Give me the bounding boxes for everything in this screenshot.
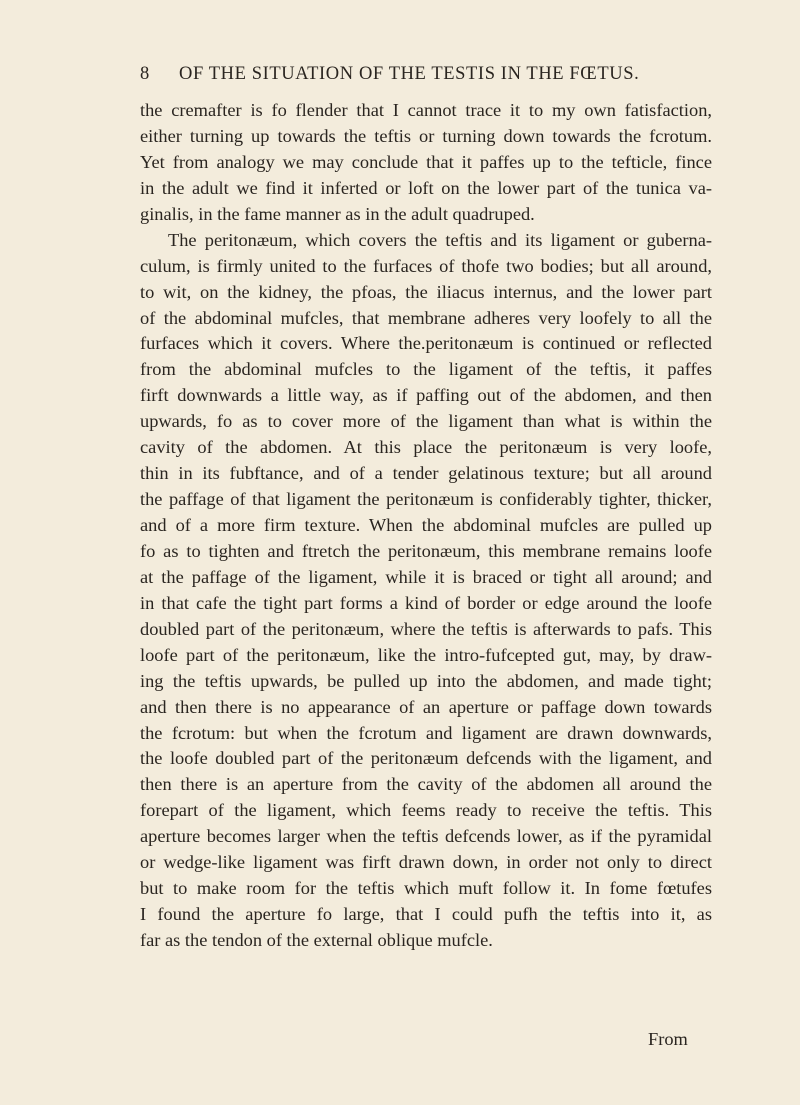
text-line: forepart of the ligament, which feems ready to receive the teftis. This (140, 800, 712, 821)
text-line: aperture becomes larger when the teftis defcends lower, as if the pyramidal (140, 826, 712, 847)
text-line: the fcrotum: but when the fcrotum and ligament are drawn downwards, (140, 722, 712, 743)
text-line: ginalis, in the fame manner as in the adult quadruped. (140, 203, 535, 224)
text-line: firft downwards a little way, as if paffing out of the abdomen, and then (140, 385, 712, 406)
text-line: of the abdominal mufcles, that membrane adheres very loofely to all the (140, 307, 712, 328)
text-line: culum, is firmly united to the furfaces of thofe two bodies; but all around, (140, 255, 712, 276)
running-title: OF THE SITUATION OF THE TESTIS IN THE FŒTUS. (179, 64, 640, 84)
text-line: either turning up towards the teftis or turning down towards the fcrotum. (140, 125, 712, 146)
text-line: at the paffage of the ligament, while it is braced or tight all around; and (140, 566, 712, 587)
text-line: I found the aperture fo large, that I could pufh the teftis into it, as (140, 904, 712, 925)
body-text (140, 98, 712, 954)
text-line: or wedge-like ligament was firft drawn down, in order not only to direct (140, 852, 712, 873)
text-line: then there is an aperture from the cavity of the abdomen all around the (140, 774, 712, 795)
text-line: thin in its fubftance, and of a tender gelatinous texture; but all around (140, 463, 712, 484)
text-line: loofe part of the peritonæum, like the intro-fufcepted gut, may, by draw- (140, 644, 712, 665)
text-line: The peritonæum, which covers the teftis and its ligament or guberna- (168, 229, 712, 250)
text-line: ing the teftis upwards, be pulled up into the abdomen, and made tight; (140, 670, 712, 691)
text-line: in that cafe the tight part forms a kind of border or edge around the loofe (140, 592, 712, 613)
text-line: furfaces which it covers. Where the.peritonæum is continued or reflected (140, 333, 712, 354)
text-line: from the abdominal mufcles to the ligament of the teftis, it paffes (140, 359, 712, 380)
running-head (140, 64, 710, 88)
text-line: and of a more firm texture. When the abdominal mufcles are pulled up (140, 515, 712, 535)
text-line: far as the tendon of the external oblique mufcle. (140, 930, 493, 950)
text-line: the loofe doubled part of the peritonæum defcends with the ligament, and (140, 748, 712, 769)
text-line: in the adult we find it inferted or loft on the lower part of the tunica va- (140, 177, 712, 198)
text-line: Yet from analogy we may conclude that it paffes up to the tefticle, fince (140, 151, 712, 172)
text-line: fo as to tighten and ftretch the peritonæum, this membrane remains loofe (140, 540, 712, 561)
text-line: but to make room for the teftis which muft follow it. In fome fœtufes (140, 878, 712, 899)
text-line: the paffage of that ligament the peritonæum is confiderably tighter, thicker, (140, 489, 712, 510)
text-line: the cremafter is fo flender that I cannot trace it to my own fatisfaction, (140, 100, 712, 120)
text-line: upwards, fo as to cover more of the ligament than what is within the (140, 411, 712, 432)
page-number: 8 (140, 64, 150, 84)
text-line: and then there is no appearance of an aperture or paffage down towards (140, 696, 712, 717)
catchword: From (648, 1029, 688, 1049)
text-line: cavity of the abdomen. At this place the peritonæum is very loofe, (140, 437, 712, 458)
text-line: to wit, on the kidney, the pfoas, the iliacus internus, and the lower part (140, 281, 712, 302)
text-line: doubled part of the peritonæum, where the teftis is afterwards to pafs. This (140, 618, 712, 639)
